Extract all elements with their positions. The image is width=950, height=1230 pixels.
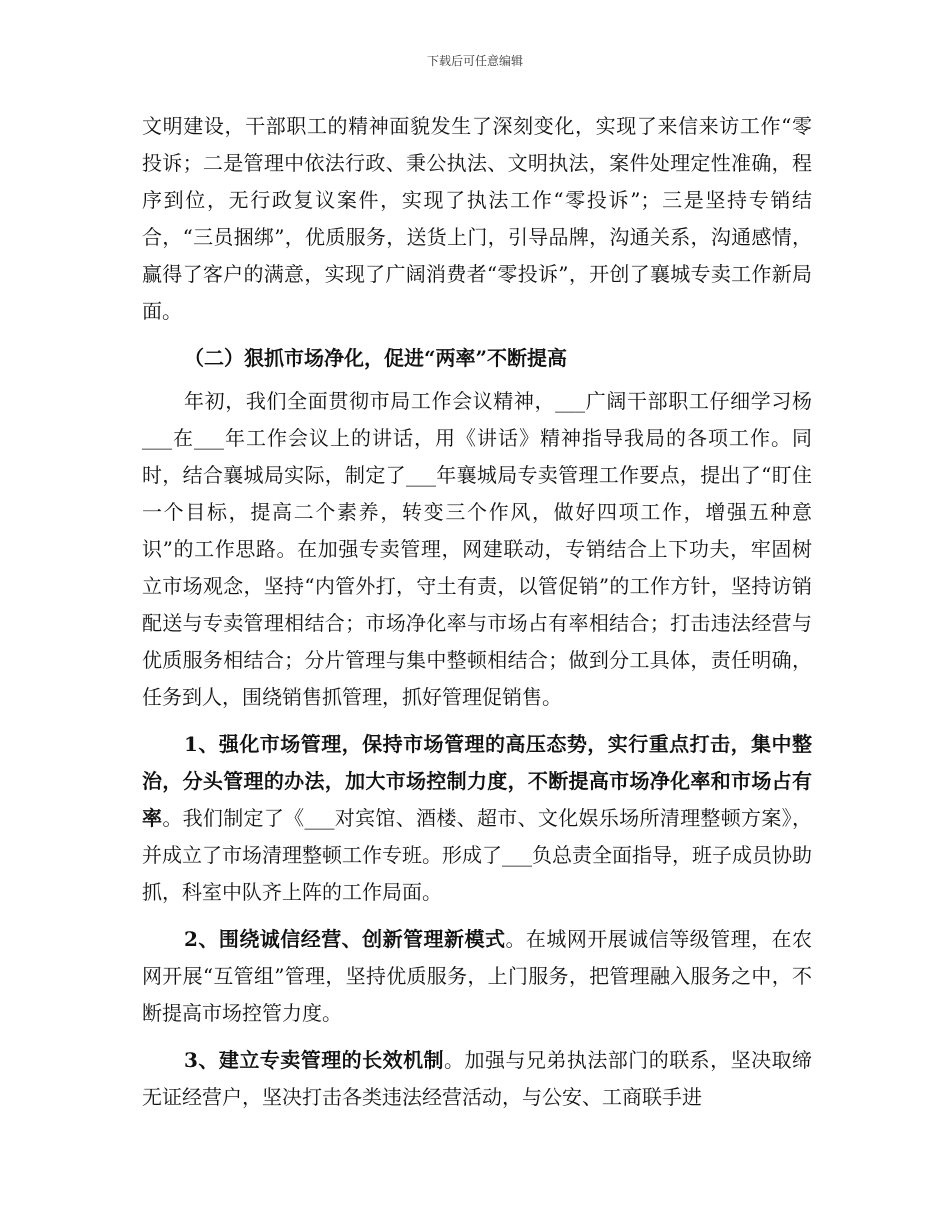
paragraph-continuation: 文明建设，干部职工的精神面貌发生了深刻变化，实现了来信来访工作“零投诉；二是管理中依法行政、秉公执法、文明执法，案件处理定性准确，程序到位，无行政复议案件，实现了执法工作“零投诉”；三是坚持专销结合，“三员捆绑”，优质服务，送货上门，引导品牌，沟通关系，沟通感情，赢得了客户的满意，实现了广阔消费者“零投诉”，开创了襄城专卖工作新局面。 (142, 114, 812, 323)
item-2-heading: 2、围绕诚信经营、创新管理新模式 (184, 927, 506, 951)
page-header: 下载后可任意编辑 (426, 54, 523, 68)
item-3-heading: 3、建立专卖管理的长效机制 (184, 1048, 445, 1072)
paragraph-item-3 (142, 1042, 812, 1116)
item-2-body: 。在城网开展诚信等级管理，在农网开展“互管组”管理，坚持优质服务，上门服务，把管理融入服务之中，不断提高市场控管力度。 (142, 927, 813, 1025)
paragraph-item-1 (142, 726, 812, 911)
section-heading: （二）狠抓市场净化，促进“两率”不断提高 (184, 346, 568, 370)
item-1-heading: 1、强化市场管理，保持市场管理的高压态势，实行重点打击，集中整治，分头管理的办法，加大市场控制力度，不断提高市场净化率和市场占有率 (142, 732, 812, 830)
item-3-body: 。加强与兄弟执法部门的联系，坚决取缔无证经营户，坚决打击各类违法经营活动，与公安、工商联手进 (142, 1048, 813, 1109)
paragraph-item-2 (142, 921, 812, 1032)
document-body (142, 108, 812, 1126)
item-1-body: 。我们制定了《___对宾馆、酒楼、超市、文化娱乐场所清理整顿方案》，并成立了市场清理整顿工作专班。形成了___负总责全面指导，班子成员协助抓，科室中队齐上阵的工作局面。 (142, 806, 812, 904)
paragraph-work-plan: 年初，我们全面贯彻市局工作会议精神，___广阔干部职工仔细学习杨___在___年工作会议上的讲话，用《讲话》精神指导我局的各项工作。同时，结合襄城局实际，制定了___年襄城局专卖管理工作要点，提出了“盯住一个目标，提高二个素养，转变三个作风，做好四项工作，增强五种意识”的工作思路。在加强专卖管理，网建联动，专销结合上下功夫，牢固树立市场观念，坚持“内管外打，守土有责，以管促销”的工作方针，坚持访销配送与专卖管理相结合；市场净化率与市场占有率相结合；打击违法经营与优质服务相结合；分片管理与集中整顿相结合；做到分工具体，责任明确，任务到人，围绕销售抓管理，抓好管理促销售。 (142, 389, 812, 709)
